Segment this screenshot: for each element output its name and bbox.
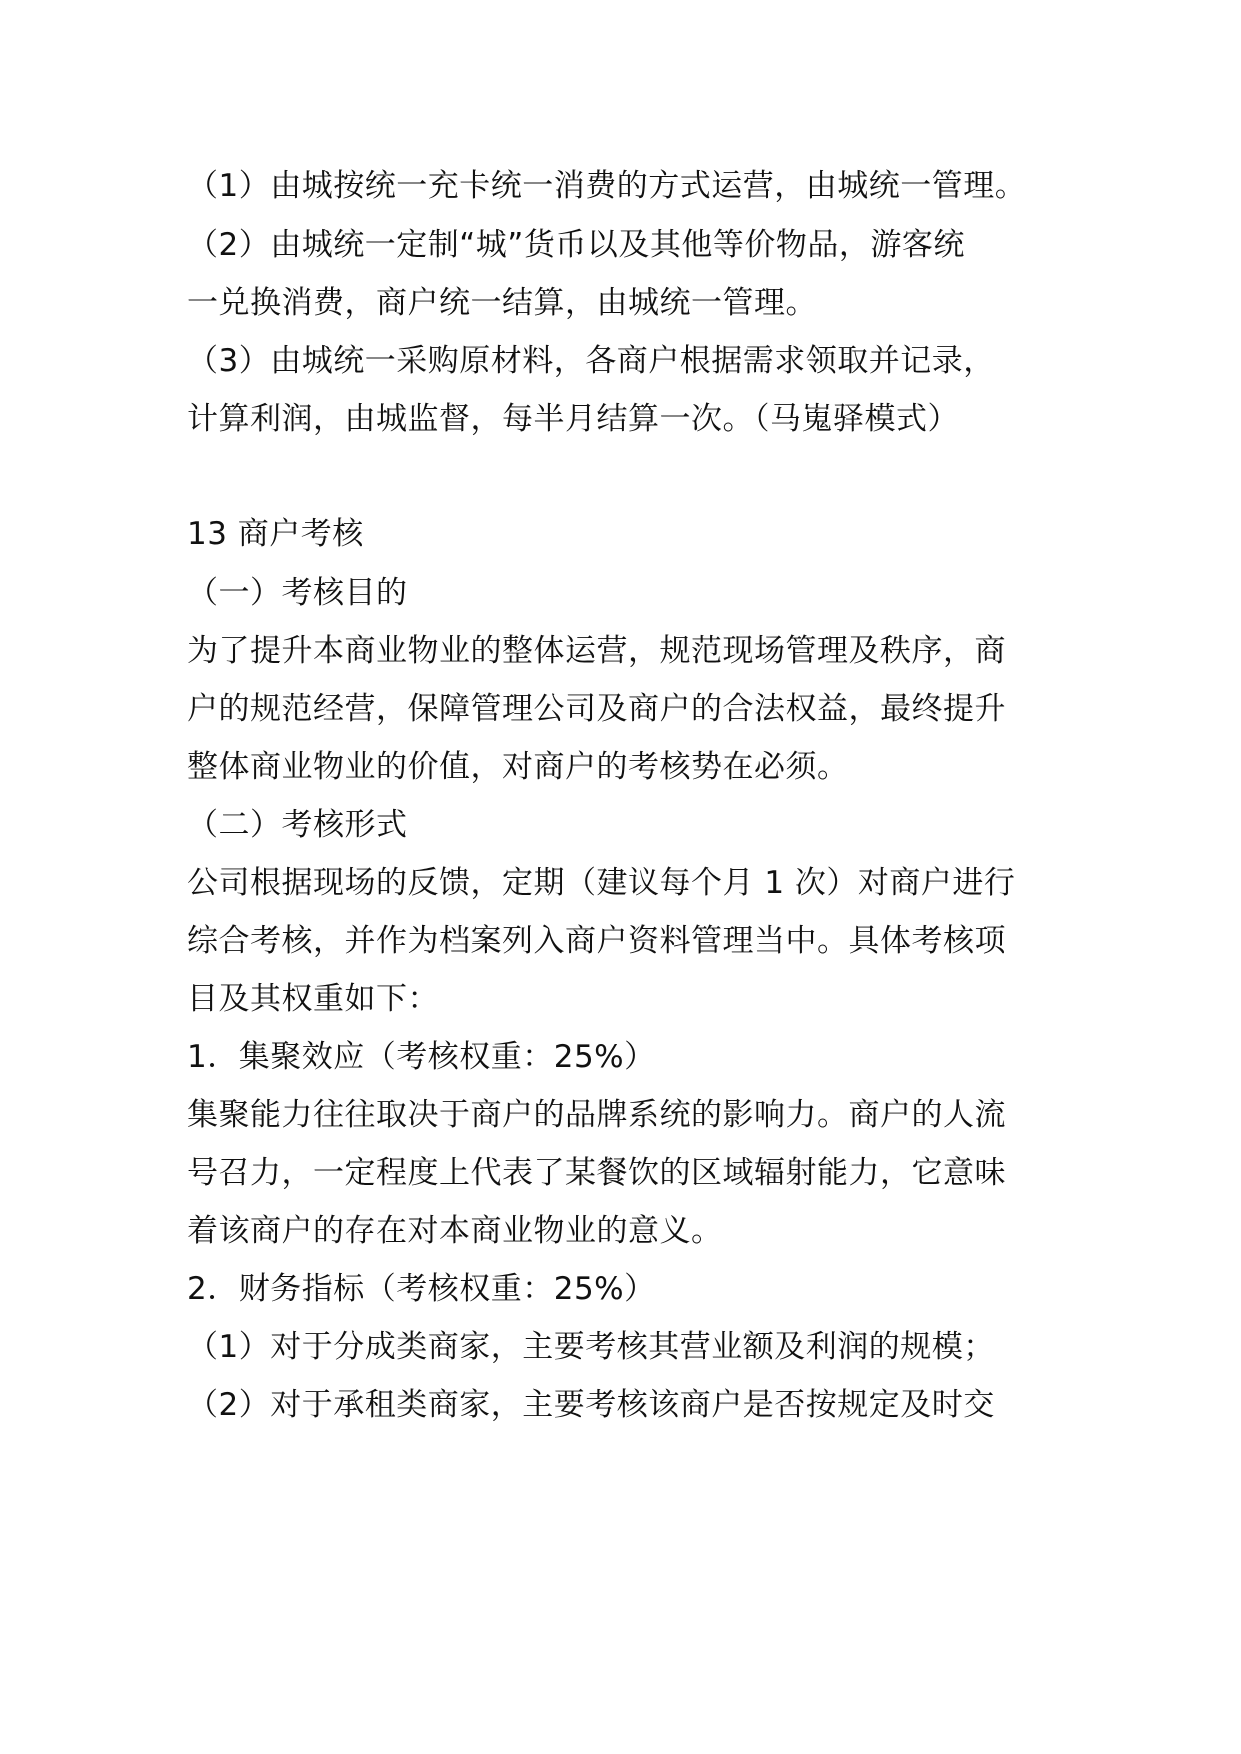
paragraph-line: 集聚能力往往取决于商户的品牌系统的影响力。商户的人流 bbox=[187, 1097, 1006, 1133]
section-heading: 13 商户考核 bbox=[187, 516, 364, 552]
paragraph-line: 公司根据现场的反馈，定期（建议每个月 1 次）对商户进行 bbox=[187, 865, 1016, 901]
paragraph-line: 计算利润，由城监督，每半月结算一次。（马嵬驿模式） bbox=[187, 401, 959, 437]
paragraph-line: 目及其权重如下： bbox=[187, 981, 439, 1017]
paragraph-line: （1）由城按统一充卡统一消费的方式运营，由城统一管理。 bbox=[187, 168, 1027, 204]
paragraph-line: 综合考核，并作为档案列入商户资料管理当中。具体考核项 bbox=[187, 923, 1006, 959]
paragraph-line: （2）由城统一定制“城”货币以及其他等价物品，游客统 bbox=[187, 227, 965, 263]
paragraph-line: （3）由城统一采购原材料，各商户根据需求领取并记录， bbox=[187, 343, 995, 379]
subsection-heading: （一）考核目的 bbox=[187, 575, 408, 611]
paragraph-line: 户的规范经营，保障管理公司及商户的合法权益，最终提升 bbox=[187, 691, 1006, 727]
paragraph-line: 一兑换消费，商户统一结算，由城统一管理。 bbox=[187, 285, 817, 321]
paragraph-line: （1）对于分成类商家，主要考核其营业额及利润的规模； bbox=[187, 1329, 995, 1365]
item-heading: 2．财务指标（考核权重：25%） bbox=[187, 1271, 656, 1307]
paragraph-line: 为了提升本商业物业的整体运营，规范现场管理及秩序，商 bbox=[187, 633, 1006, 669]
paragraph-line: （2）对于承租类商家，主要考核该商户是否按规定及时交 bbox=[187, 1387, 995, 1423]
paragraph-line: 号召力，一定程度上代表了某餐饮的区域辐射能力，它意味 bbox=[187, 1155, 1006, 1191]
item-heading: 1．集聚效应（考核权重：25%） bbox=[187, 1039, 656, 1075]
subsection-heading: （二）考核形式 bbox=[187, 807, 408, 843]
paragraph-line: 整体商业物业的价值，对商户的考核势在必须。 bbox=[187, 749, 849, 785]
paragraph-line: 着该商户的存在对本商业物业的意义。 bbox=[187, 1213, 723, 1249]
